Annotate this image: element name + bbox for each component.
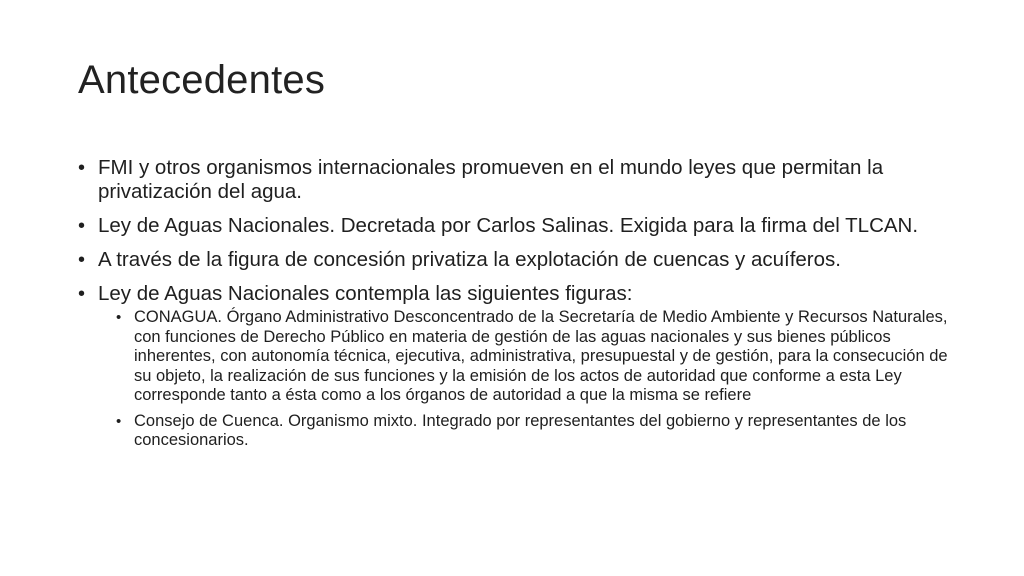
bullet-list	[78, 156, 958, 451]
bullet-item	[78, 214, 958, 238]
bullet-item	[78, 248, 958, 272]
bullet-text: FMI y otros organismos internacionales promueven en el mundo leyes que permitan la privatización del agua.	[98, 156, 884, 203]
bullet-marker: •	[78, 249, 86, 271]
slide-content	[78, 156, 958, 461]
sub-bullet-text: Consejo de Cuenca. Organismo mixto. Integrado por representantes del gobierno y representantes de los concesionarios.	[134, 411, 907, 449]
sub-bullet-item	[98, 412, 958, 451]
bullet-marker: •	[78, 215, 86, 237]
sub-bullet-marker: •	[116, 412, 122, 430]
bullet-text: A través de la figura de concesión privatiza la explotación de cuencas y acuíferos.	[98, 248, 841, 271]
bullet-item	[78, 156, 958, 204]
bullet-text: Ley de Aguas Nacionales contempla las siguientes figuras:	[98, 282, 633, 305]
bullet-item	[78, 282, 958, 451]
bullet-marker: •	[78, 157, 86, 179]
sub-bullet-list	[98, 308, 958, 451]
sub-bullet-text: CONAGUA. Órgano Administrativo Desconcentrado de la Secretaría de Medio Ambiente y Recursos Naturales, con funciones de Derecho Público en materia de gestión de las aguas nacionales y sus bienes públicos inherentes, con autonomía técnica, ejecutiva, administrativa, presupuestal y de gestión, para la consecución de su objeto, la realización de sus funciones y la emisión de los actos de autoridad que conforme a esta Ley corresponde tanto a ésta como a los órganos de autoridad a que la misma se refiere	[134, 308, 948, 404]
bullet-marker: •	[78, 283, 86, 305]
sub-bullet-marker: •	[116, 309, 122, 326]
sub-bullet-item	[98, 308, 958, 406]
slide-title: Antecedentes	[78, 58, 326, 102]
bullet-text: Ley de Aguas Nacionales. Decretada por Carlos Salinas. Exigida para la firma del TLCAN.	[98, 214, 919, 237]
